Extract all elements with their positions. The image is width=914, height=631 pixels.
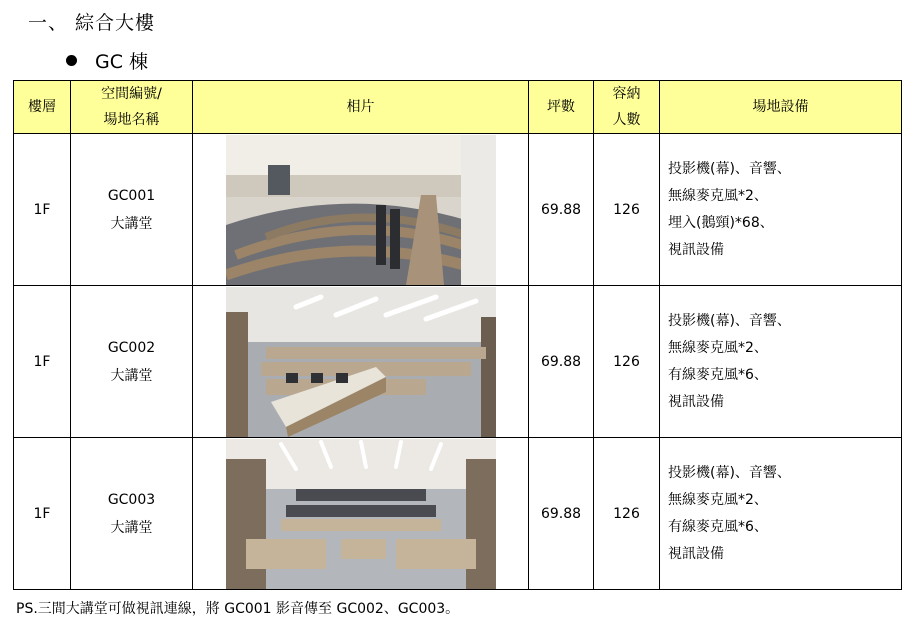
space-cell bbox=[71, 286, 193, 438]
table-row bbox=[14, 438, 902, 590]
bullet-icon bbox=[66, 55, 77, 66]
equipment-cell bbox=[660, 438, 902, 590]
floor-cell: 1F bbox=[14, 438, 71, 590]
equipment-item: 無線麥克風*2、 bbox=[668, 187, 768, 204]
capacity-cell: 126 bbox=[594, 438, 660, 590]
equipment-item: 無線麥克風*2、 bbox=[668, 339, 768, 356]
equipment-item: 視訊設備 bbox=[668, 393, 724, 410]
space-name: 大講堂 bbox=[110, 215, 153, 232]
equipment-cell bbox=[660, 134, 902, 286]
header-area: 坪數 bbox=[529, 81, 594, 134]
header-capacity-line2: 人數 bbox=[612, 112, 641, 128]
header-equipment: 場地設備 bbox=[660, 81, 902, 134]
space-cell bbox=[71, 438, 193, 590]
header-floor: 樓層 bbox=[14, 81, 71, 134]
space-code: GC001 bbox=[107, 187, 156, 204]
lecture-hall-photo bbox=[226, 439, 496, 589]
section-heading: 一、 綜合大樓 bbox=[28, 12, 156, 34]
header-space-line2: 場地名稱 bbox=[103, 112, 160, 128]
lecture-hall-photo bbox=[226, 135, 496, 285]
capacity-cell: 126 bbox=[594, 134, 660, 286]
space-name: 大講堂 bbox=[110, 519, 153, 536]
space-code: GC003 bbox=[107, 491, 156, 508]
venue-table bbox=[13, 80, 902, 590]
equipment-item: 視訊設備 bbox=[668, 545, 724, 562]
area-cell: 69.88 bbox=[529, 438, 594, 590]
header-capacity-line1: 容納 bbox=[612, 86, 641, 102]
equipment-item: 埋入(鵝頸)*68、 bbox=[668, 214, 774, 231]
photo-cell bbox=[193, 438, 529, 590]
lecture-hall-photo bbox=[226, 287, 496, 437]
table-row bbox=[14, 286, 902, 438]
equipment-item: 投影機(幕)、音響、 bbox=[668, 160, 791, 177]
area-cell: 69.88 bbox=[529, 134, 594, 286]
floor-cell: 1F bbox=[14, 134, 71, 286]
photo-cell bbox=[193, 134, 529, 286]
capacity-cell: 126 bbox=[594, 286, 660, 438]
footnote: PS.三間大講堂可做視訊連線，將 GC001 影音傳至 GC002、GC003。 bbox=[16, 601, 460, 617]
equipment-cell bbox=[660, 286, 902, 438]
area-cell: 69.88 bbox=[529, 286, 594, 438]
equipment-item: 有線麥克風*6、 bbox=[668, 518, 768, 535]
equipment-item: 投影機(幕)、音響、 bbox=[668, 464, 791, 481]
equipment-item: 投影機(幕)、音響、 bbox=[668, 312, 791, 329]
equipment-item: 視訊設備 bbox=[668, 241, 724, 258]
equipment-item: 無線麥克風*2、 bbox=[668, 491, 768, 508]
building-heading-label: GC 棟 bbox=[95, 51, 149, 73]
header-space bbox=[71, 81, 193, 134]
header-photo: 相片 bbox=[193, 81, 529, 134]
equipment-item: 有線麥克風*6、 bbox=[668, 366, 768, 383]
header-capacity bbox=[594, 81, 660, 134]
table-row bbox=[14, 134, 902, 286]
space-code: GC002 bbox=[107, 339, 156, 356]
photo-cell bbox=[193, 286, 529, 438]
space-cell bbox=[71, 134, 193, 286]
floor-cell: 1F bbox=[14, 286, 71, 438]
table-header-row bbox=[14, 81, 902, 134]
space-name: 大講堂 bbox=[110, 367, 153, 384]
building-heading bbox=[66, 47, 148, 74]
header-space-line1: 空間編號/ bbox=[101, 86, 162, 102]
